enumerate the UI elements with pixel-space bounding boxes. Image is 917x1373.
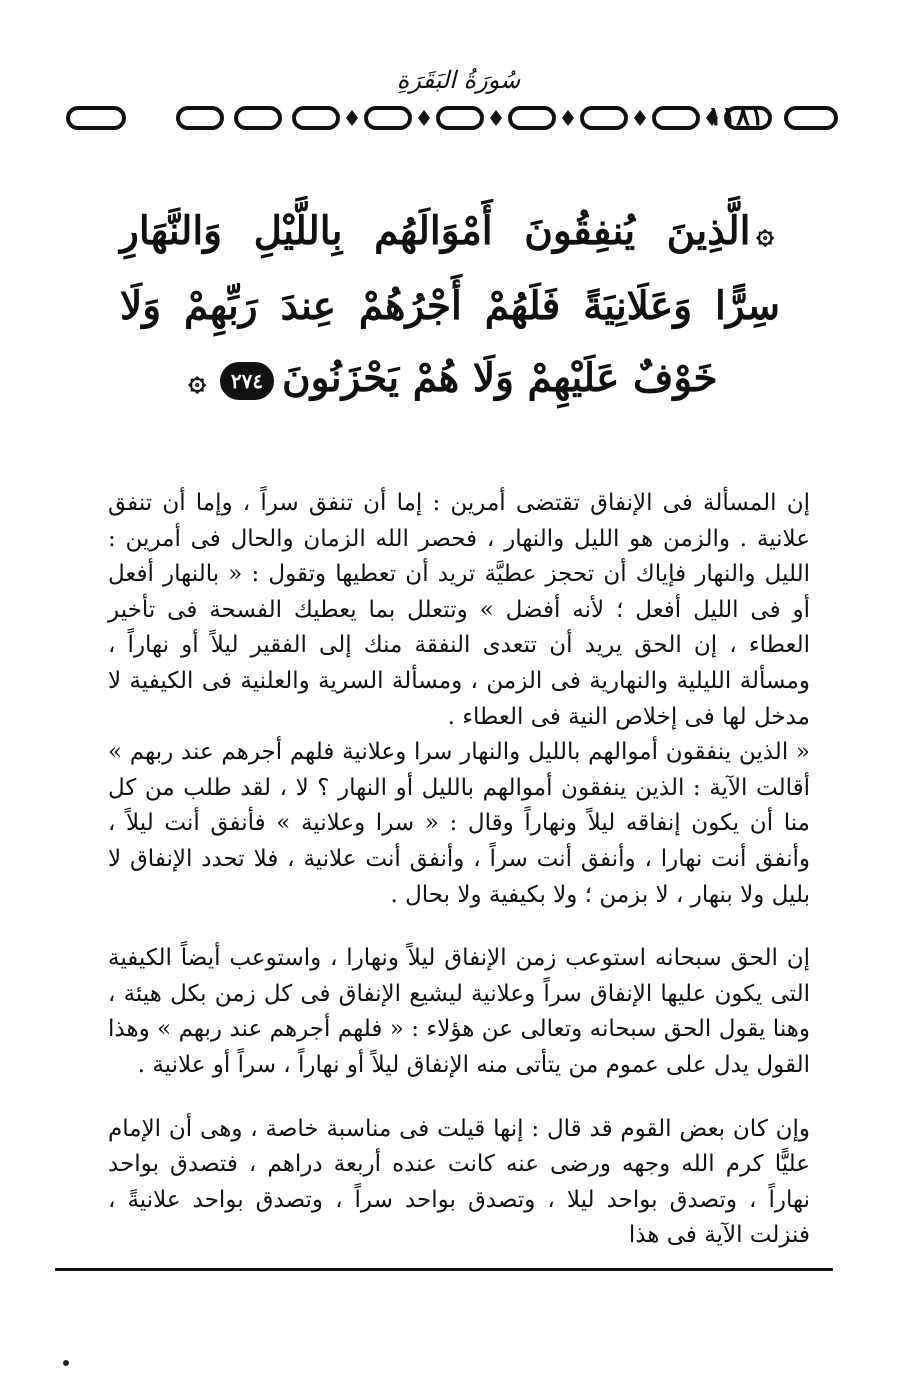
verse-line: الَّذِينَ يُنفِقُونَ أَمْوَالَهُم بِاللَّيْلِ وَالنَّهَارِ سِرًّا (120, 208, 781, 329)
verse-line: عَلَيْهِمْ وَلَا هُمْ يَحْزَنُونَ (281, 355, 620, 401)
quran-verse (120, 195, 780, 417)
paragraph-gap (108, 913, 810, 941)
paragraph-gap (108, 1084, 810, 1112)
paragraph: إن الحق سبحانه استوعب زمن الإنفاق ليلاً ونهارا ، واستوعب أيضاً الكيفية التى يكون عليها الإنفاق سراً وعلانية ليشيع الإنفاق فى كل زمن بكل هيئة ، وهنا يقول الحق سبحانه وتعالى عن هؤلاء : « فلهم أجرهم عند ربهم » وهذا القول يدل على عموم من يتأتى منه الإنفاق ليلاً أو نهاراً ، سراً أو علانية . (108, 945, 810, 1078)
page-number: ١١٨١ (708, 102, 764, 132)
verse-start-ornament: ۞ (756, 216, 774, 251)
paragraph: « الذين ينفقون أموالهم بالليل والنهار سرا وعلانية فلهم أجرهم عند ربهم » أقالت الآية : الذين ينفقون أموالهم بالليل أو النهار ؟ لا ، لقد طلب من كل منا أن يكون إنفاقه ليلاً ونهاراً وقال : « سرا وعلانية » فأنفق أنت ليلاً ، وأنفق أنت نهارا ، وأنفق أنت سراً ، وأنفق أنت علانية ، فلا تحدد الإنفاق لا بليل ولا بنهار ، لا بزمن ؛ ولا بكيفية ولا بحال . (108, 739, 810, 908)
stray-dot (63, 1360, 69, 1366)
paragraph: وإن كان بعض القوم قد قال : إنها قيلت فى مناسبة خاصة ، وهى أن الإمام عليًّا كرم الله وجهه ورضى عنه كانت عنده أربعة دراهم ، فتصدق بواحد نهاراً ، وتصدق بواحد ليلا ، وتصدق بواحد سراً ، وتصدق بواحد علانيةً ، فنزلت الآية فى هذا (108, 1115, 810, 1249)
verse-line: وَعَلَانِيَةً فَلَهُمْ أَجْرُهُمْ عِندَ رَبِّهِمْ وَلَا خَوْفٌ (120, 283, 718, 401)
ornament-diamonds (346, 110, 718, 126)
paragraph: إن المسألة فى الإنفاق تقتضى أمرين : إما أن تنفق سراً ، وإما أن تنفق علانية . والزمن هو الليل والنهار ، فحصر الله الزمان والحال فى أمرين : الليل والنهار فإياك أن تحجز عطيَّة تريد أن تعطيها وتقول : « بالنهار أفعل أو فى الليل أفعل ؛ لأنه أفضل » وتتعلل بما يعطيك الفسحة فى تأخير العطاء ، إن الحق يريد أن تتعدى النفقة منك إلى الفقير ليلاً أو نهاراً ، ومسألة الليلية والنهارية فى الزمن ، ومسألة السرية والعلنية فى الكيفية لا مدخل لها فى إخلاص النية فى العطاء . (108, 490, 810, 730)
ornament-link (68, 108, 124, 128)
commentary (108, 486, 810, 1254)
header-row (66, 100, 842, 142)
verse-end-ornament: ۞ (188, 363, 206, 398)
verse-number-badge: ٢٧٤ (220, 362, 274, 400)
footer-rule (55, 1268, 833, 1271)
surah-name: سُورَةُ البَقَرَةِ (396, 66, 521, 94)
